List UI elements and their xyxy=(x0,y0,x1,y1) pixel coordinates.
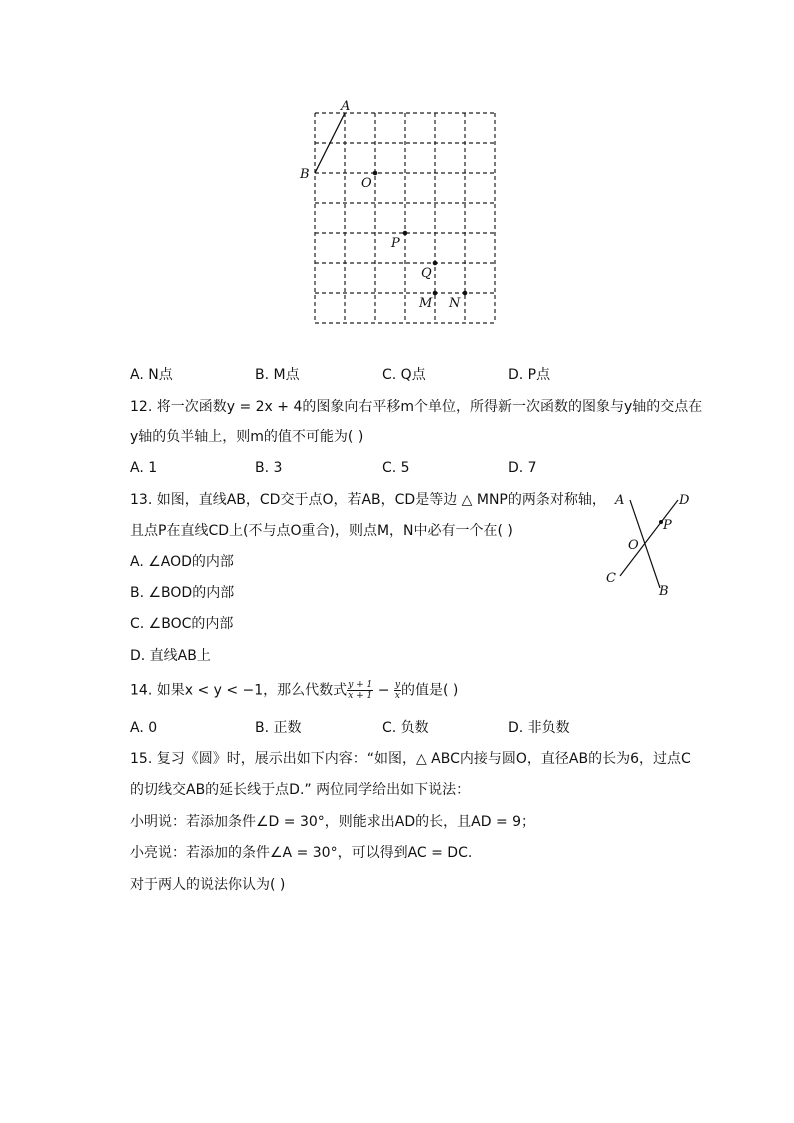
point-m xyxy=(433,291,438,296)
q15-line-3: 小明说：若添加条件∠D = 30°，则能求出AD的长，且AD = 9； xyxy=(130,814,536,830)
label-p: P xyxy=(391,236,400,251)
q15-line-2: 的切线交AB的延长线于点D.” 两位同学给出如下说法： xyxy=(130,782,471,798)
label-d-q13: D xyxy=(679,493,690,508)
label-c-q13: C xyxy=(606,571,616,586)
q14-fraction-2-numerator: y xyxy=(394,680,400,690)
label-b-q13: B xyxy=(659,584,669,599)
q12-line-1: 12. 将一次函数y = 2x + 4的图象向右平移m个单位，所得新一次函数的图象与y轴的交点在 xyxy=(130,399,703,415)
point-o xyxy=(373,171,378,176)
q13-line-1: 13. 如图，直线AB，CD交于点O，若AB，CD是等边 △ MNP的两条对称轴， xyxy=(130,492,606,508)
q14-suffix: 的值是( ) xyxy=(401,682,459,699)
q11-option-c[interactable]: C. Q点 xyxy=(382,367,426,383)
label-p-q13: P xyxy=(663,518,672,533)
q13-option-a[interactable]: A. ∠AOD的内部 xyxy=(130,554,234,570)
q15-line-4: 小亮说：若添加的条件∠A = 30°，可以得到AC = DC. xyxy=(130,845,473,861)
q12-option-a[interactable]: A. 1 xyxy=(130,460,158,476)
q12-option-d[interactable]: D. 7 xyxy=(508,460,537,476)
q13-option-d[interactable]: D. 直线AB上 xyxy=(130,648,211,664)
q14-fraction-1-denominator: x + 1 xyxy=(348,691,373,701)
dashed-grid xyxy=(315,113,495,323)
q15-line-1: 15. 复习《圆》时，展示出如下内容：“如图，△ ABC内接与圆O，直径AB的长为6，过点C xyxy=(130,751,691,767)
label-q: Q xyxy=(421,266,432,281)
q14-option-a[interactable]: A. 0 xyxy=(130,720,158,736)
q12-option-c[interactable]: C. 5 xyxy=(382,460,410,476)
q11-option-a[interactable]: A. N点 xyxy=(130,367,173,383)
grid-figure xyxy=(290,95,505,330)
q14-fraction-2-denominator: x xyxy=(394,691,400,701)
q13-figure xyxy=(600,488,700,603)
q14-line xyxy=(130,680,458,701)
label-a: A xyxy=(341,99,351,114)
q13-option-b[interactable]: B. ∠BOD的内部 xyxy=(130,585,235,601)
q14-option-c[interactable]: C. 负数 xyxy=(382,720,429,736)
q14-fraction-2 xyxy=(394,680,401,701)
label-b: B xyxy=(300,167,310,182)
label-o-q13: O xyxy=(628,538,639,553)
q14-fraction-1-numerator: y + 1 xyxy=(348,680,373,690)
segment-ab xyxy=(315,113,345,173)
q13-line-2: 且点P在直线CD上(不与点O重合)，则点M，N中必有一个在( ) xyxy=(130,523,513,539)
q14-option-b[interactable]: B. 正数 xyxy=(255,720,302,736)
label-m: M xyxy=(419,296,433,311)
q15-line-5: 对于两人的说法你认为( ) xyxy=(130,877,286,893)
label-a-q13: A xyxy=(615,493,625,508)
label-n: N xyxy=(449,296,461,311)
q13-option-c[interactable]: C. ∠BOC的内部 xyxy=(130,616,234,632)
q14-option-d[interactable]: D. 非负数 xyxy=(508,720,570,736)
q11-option-d[interactable]: D. P点 xyxy=(508,367,551,383)
q14-minus: − xyxy=(373,682,394,699)
point-n xyxy=(463,291,468,296)
q14-fraction-1 xyxy=(347,680,373,701)
q12-option-b[interactable]: B. 3 xyxy=(255,460,283,476)
q12-line-2: y轴的负半轴上，则m的值不可能为( ) xyxy=(130,429,364,445)
label-o: O xyxy=(361,176,372,191)
point-q xyxy=(433,261,438,266)
q14-prefix: 14. 如果x < y < −1，那么代数式 xyxy=(130,682,348,699)
point-p xyxy=(403,231,408,236)
q11-option-b[interactable]: B. M点 xyxy=(255,367,300,383)
